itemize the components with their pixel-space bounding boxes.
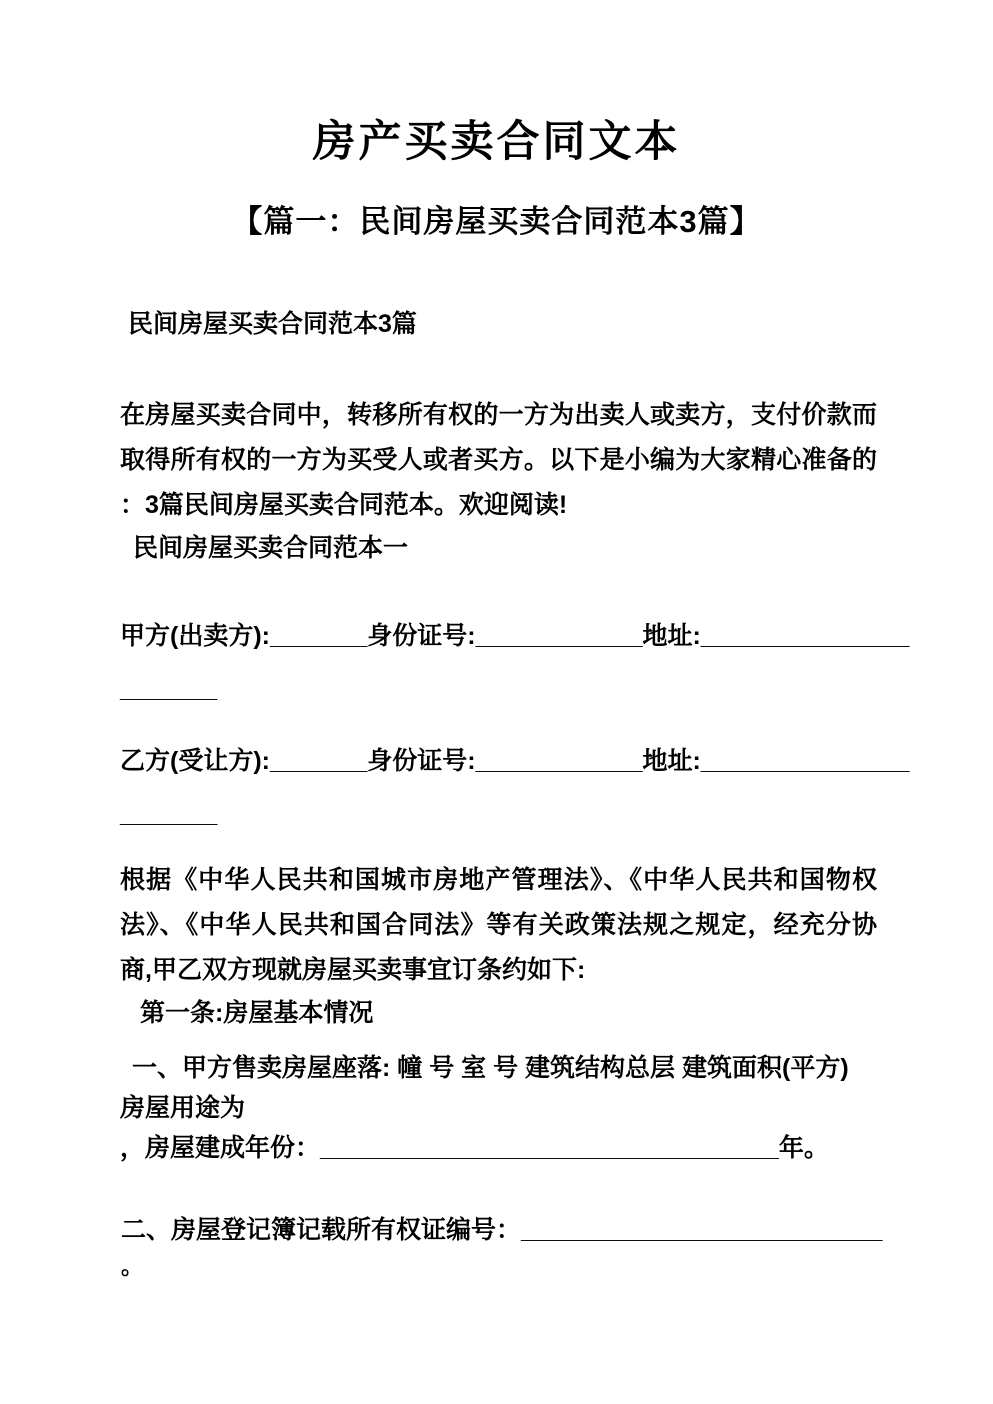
clause-item-2: 二、房屋登记簿记载所有权证编号：__________________________ xyxy=(121,1216,883,1244)
legal-basis-paragraph xyxy=(120,858,877,993)
text-line: 法》、《中华人民共和国合同法》等有关政策法规之规定，经充分协 xyxy=(120,911,877,939)
document-subtitle: 【篇一：民间房屋买卖合同范本3篇】 xyxy=(231,204,762,239)
party-a-line: 甲方(出卖方):_______身份证号:____________地址:_______________ xyxy=(120,622,910,650)
clause-item-2-period: 。 xyxy=(121,1254,144,1279)
clause1-heading: 第一条:房屋基本情况 xyxy=(140,999,374,1027)
text-line: ：3篇民间房屋买卖合同范本。欢迎阅读! xyxy=(120,491,568,519)
party-b-line: 乙方(受让方):_______身份证号:____________地址:_______________ xyxy=(120,747,910,775)
subsection-heading: 民间房屋买卖合同范本一 xyxy=(133,534,409,562)
text-line: 根据《中华人民共和国城市房地产管理法》、《中华人民共和国物权 xyxy=(120,866,877,894)
party-b-block xyxy=(120,735,910,841)
clause-item-1 xyxy=(120,1048,882,1168)
intro-paragraph xyxy=(120,393,877,528)
section-heading: 民间房屋买卖合同范本3篇 xyxy=(128,310,417,338)
text-line: 在房屋买卖合同中，转移所有权的一方为出卖人或卖方，支付价款而 xyxy=(120,401,877,429)
text-line: 商,甲乙双方现就房屋买卖事宜订条约如下: xyxy=(120,956,586,984)
text-line: ，房屋建成年份：_________________________________年。 xyxy=(120,1134,829,1162)
party-a-block xyxy=(120,610,910,716)
document-title: 房产买卖合同文本 xyxy=(312,119,681,166)
text-line: 一、甲方售卖房屋座落: 幢 号 室 号 建筑结构总层 建筑面积(平方) xyxy=(132,1054,849,1082)
text-line: 房屋用途为 xyxy=(120,1094,246,1122)
text-line: 取得所有权的一方为买受人或者买方。以下是小编为大家精心准备的 xyxy=(120,446,877,474)
party-b-blank-continuation: _______ xyxy=(120,800,218,828)
party-a-blank-continuation: _______ xyxy=(120,675,218,703)
